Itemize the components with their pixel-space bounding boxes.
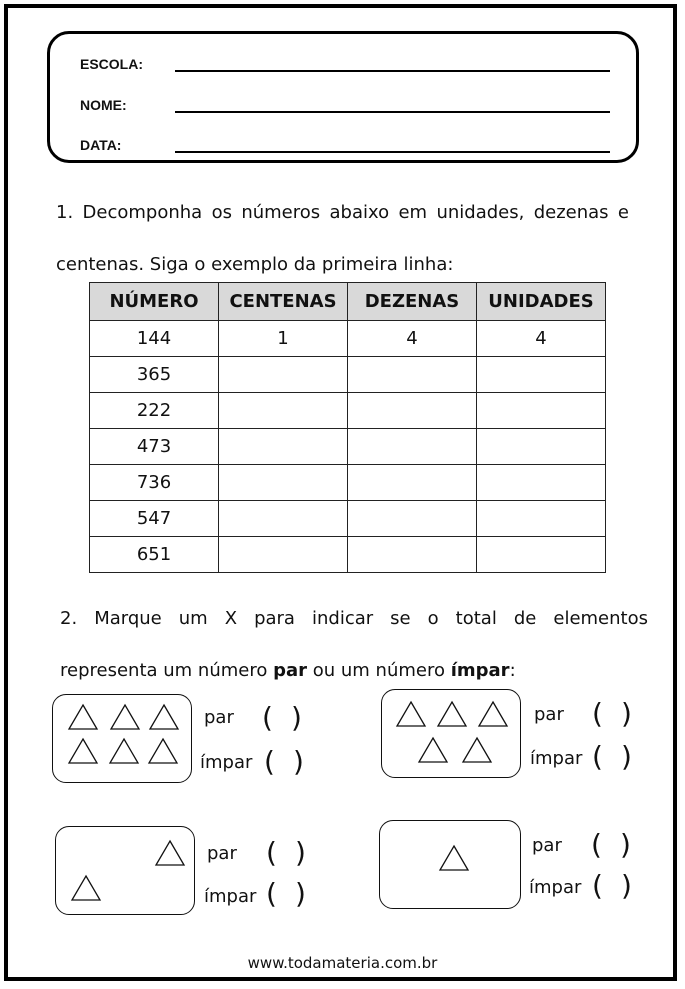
table-row <box>90 537 606 573</box>
number-cell: 736 <box>90 465 219 501</box>
triangle-group-box <box>381 689 521 778</box>
units-cell[interactable] <box>477 357 606 393</box>
number-cell: 473 <box>90 429 219 465</box>
school-row <box>80 56 610 76</box>
triangle-icon <box>477 700 509 728</box>
question-2-line-2c: ou um número <box>307 660 451 681</box>
tens-cell[interactable] <box>348 501 477 537</box>
hundreds-cell[interactable] <box>219 537 348 573</box>
hundreds-cell[interactable] <box>219 465 348 501</box>
par-checkbox[interactable]: ( ) <box>592 697 632 730</box>
number-cell: 547 <box>90 501 219 537</box>
triangle-icon <box>395 700 427 728</box>
date-label: DATA: <box>80 137 122 153</box>
number-cell: 651 <box>90 537 219 573</box>
question-2-line-2a: representa um número <box>60 660 274 681</box>
number-cell: 365 <box>90 357 219 393</box>
triangle-icon <box>147 737 179 765</box>
hundreds-cell[interactable] <box>219 393 348 429</box>
triangle-group-box <box>52 694 192 783</box>
triangle-icon <box>67 703 99 731</box>
par-checkbox[interactable]: ( ) <box>266 836 306 869</box>
table-row <box>90 465 606 501</box>
student-info-box <box>47 31 639 163</box>
option-impar-label: ímpar <box>529 877 582 898</box>
table-row <box>90 357 606 393</box>
tens-cell[interactable] <box>348 429 477 465</box>
triangle-icon <box>67 737 99 765</box>
impar-checkbox[interactable]: ( ) <box>592 740 632 773</box>
triangle-group-box <box>55 826 195 915</box>
header-dezenas: DEZENAS <box>348 283 477 321</box>
tens-cell[interactable] <box>348 537 477 573</box>
question-2 <box>60 606 648 684</box>
impar-checkbox[interactable]: ( ) <box>592 869 632 902</box>
header-numero: NÚMERO <box>90 283 219 321</box>
option-par-label: par <box>534 704 564 725</box>
option-impar-label: ímpar <box>204 886 257 907</box>
units-cell[interactable] <box>477 537 606 573</box>
name-row <box>80 97 610 117</box>
units-cell[interactable] <box>477 429 606 465</box>
par-checkbox[interactable]: ( ) <box>262 701 302 734</box>
tens-cell[interactable] <box>348 393 477 429</box>
table-row <box>90 393 606 429</box>
option-impar-label: ímpar <box>530 748 583 769</box>
school-label: ESCOLA: <box>80 56 143 72</box>
triangle-icon <box>70 874 102 902</box>
table-row <box>90 429 606 465</box>
hundreds-cell: 1 <box>219 321 348 357</box>
triangle-group-box <box>379 820 521 909</box>
units-cell[interactable] <box>477 501 606 537</box>
option-impar-label: ímpar <box>200 752 253 773</box>
hundreds-cell[interactable] <box>219 429 348 465</box>
triangle-icon <box>436 700 468 728</box>
triangle-icon <box>108 737 140 765</box>
question-1-line-2: centenas. Siga o exemplo da primeira linha: <box>56 254 454 275</box>
option-par-label: par <box>207 843 237 864</box>
number-cell: 222 <box>90 393 219 429</box>
units-cell: 4 <box>477 321 606 357</box>
header-unidades: UNIDADES <box>477 283 606 321</box>
table-row <box>90 321 606 357</box>
tens-cell: 4 <box>348 321 477 357</box>
hundreds-cell[interactable] <box>219 357 348 393</box>
word-par: par <box>273 660 308 681</box>
table-row <box>90 501 606 537</box>
option-par-label: par <box>204 707 234 728</box>
tens-cell[interactable] <box>348 465 477 501</box>
tens-cell[interactable] <box>348 357 477 393</box>
triangle-icon <box>461 736 493 764</box>
date-row <box>80 137 610 157</box>
question-2-line-1: 2. Marque um X para indicar se o total de elementos <box>60 608 648 629</box>
date-line[interactable] <box>175 151 610 153</box>
name-label: NOME: <box>80 97 127 113</box>
decomposition-table <box>89 282 606 573</box>
table-header-row <box>90 283 606 321</box>
number-cell: 144 <box>90 321 219 357</box>
triangle-icon <box>154 839 186 867</box>
hundreds-cell[interactable] <box>219 501 348 537</box>
impar-checkbox[interactable]: ( ) <box>264 745 304 778</box>
question-1 <box>56 200 629 278</box>
triangle-icon <box>417 736 449 764</box>
website-footer: www.todamateria.com.br <box>247 954 438 972</box>
units-cell[interactable] <box>477 393 606 429</box>
header-centenas: CENTENAS <box>219 283 348 321</box>
triangle-icon <box>148 703 180 731</box>
name-line[interactable] <box>175 111 610 113</box>
school-line[interactable] <box>175 70 610 72</box>
triangle-icon <box>109 703 141 731</box>
triangle-icon <box>438 844 470 872</box>
option-par-label: par <box>532 835 562 856</box>
impar-checkbox[interactable]: ( ) <box>266 877 306 910</box>
question-2-colon: : <box>509 660 516 681</box>
question-1-line-1: 1. Decomponha os números abaixo em unidades, dezenas e <box>56 202 629 223</box>
word-impar: ímpar <box>450 660 510 681</box>
units-cell[interactable] <box>477 465 606 501</box>
par-checkbox[interactable]: ( ) <box>591 828 631 861</box>
